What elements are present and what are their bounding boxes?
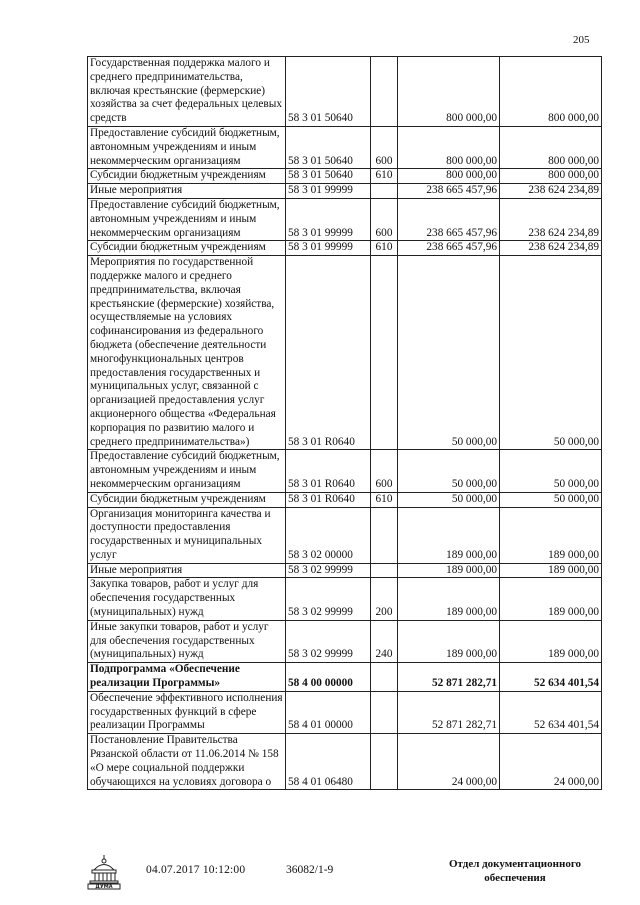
row-sum-year2: 50 000,00 bbox=[500, 492, 602, 507]
row-name: Субсидии бюджетным учреждениям bbox=[88, 492, 286, 507]
row-sum-year1: 189 000,00 bbox=[398, 507, 500, 563]
row-code: 58 3 02 99999 bbox=[286, 578, 371, 620]
table-row bbox=[88, 57, 602, 127]
row-expense-type bbox=[371, 734, 398, 790]
page-number: 205 bbox=[573, 34, 590, 46]
footer-department: Отдел документационного обеспечения bbox=[448, 858, 582, 884]
row-sum-year2: 52 634 401,54 bbox=[500, 691, 602, 733]
row-sum-year1: 800 000,00 bbox=[398, 169, 500, 184]
table-row bbox=[88, 507, 602, 563]
row-sum-year2: 189 000,00 bbox=[500, 563, 602, 578]
row-expense-type: 240 bbox=[371, 620, 398, 662]
row-expense-type: 610 bbox=[371, 169, 398, 184]
row-code: 58 4 01 06480 bbox=[286, 734, 371, 790]
row-code: 58 3 01 50640 bbox=[286, 57, 371, 127]
row-sum-year1: 189 000,00 bbox=[398, 578, 500, 620]
row-expense-type: 600 bbox=[371, 126, 398, 168]
row-name: Субсидии бюджетным учреждениям bbox=[88, 241, 286, 256]
row-expense-type: 200 bbox=[371, 578, 398, 620]
table-row bbox=[88, 492, 602, 507]
row-sum-year2: 800 000,00 bbox=[500, 126, 602, 168]
row-sum-year1: 800 000,00 bbox=[398, 126, 500, 168]
row-code: 58 3 01 50640 bbox=[286, 169, 371, 184]
row-expense-type: 600 bbox=[371, 198, 398, 240]
budget-table bbox=[87, 56, 602, 790]
row-name: Закупка товаров, работ и услуг для обеспечения государственных (муниципальных) нужд bbox=[88, 578, 286, 620]
row-code: 58 4 01 00000 bbox=[286, 691, 371, 733]
row-expense-type: 610 bbox=[371, 241, 398, 256]
row-expense-type bbox=[371, 256, 398, 450]
row-code: 58 3 01 99999 bbox=[286, 198, 371, 240]
row-name: Иные мероприятия bbox=[88, 184, 286, 199]
row-code: 58 3 02 99999 bbox=[286, 563, 371, 578]
row-code: 58 3 01 99999 bbox=[286, 184, 371, 199]
row-name: Предоставление субсидий бюджетным, автономным учреждениям и иным некоммерческим организациям bbox=[88, 450, 286, 492]
row-code: 58 4 00 00000 bbox=[286, 663, 371, 692]
row-sum-year1: 52 871 282,71 bbox=[398, 663, 500, 692]
row-name: Иные закупки товаров, работ и услуг для обеспечения государственных (муниципальных) нужд bbox=[88, 620, 286, 662]
row-code: 58 3 01 R0640 bbox=[286, 450, 371, 492]
row-name: Организация мониторинга качества и доступности предоставления государственных и муниципальных услуг bbox=[88, 507, 286, 563]
table-row bbox=[88, 184, 602, 199]
row-sum-year2: 800 000,00 bbox=[500, 57, 602, 127]
table-row bbox=[88, 734, 602, 790]
table-row bbox=[88, 256, 602, 450]
row-code: 58 3 01 R0640 bbox=[286, 492, 371, 507]
row-sum-year2: 50 000,00 bbox=[500, 256, 602, 450]
row-sum-year2: 189 000,00 bbox=[500, 620, 602, 662]
row-sum-year1: 238 665 457,96 bbox=[398, 198, 500, 240]
row-name: Предоставление субсидий бюджетным, автономным учреждениям и иным некоммерческим организациям bbox=[88, 126, 286, 168]
row-expense-type bbox=[371, 663, 398, 692]
table-row bbox=[88, 663, 602, 692]
table-row bbox=[88, 198, 602, 240]
row-sum-year1: 50 000,00 bbox=[398, 256, 500, 450]
footer-doc-number: 36082/1-9 bbox=[286, 864, 334, 876]
row-expense-type bbox=[371, 57, 398, 127]
row-sum-year2: 238 624 234,89 bbox=[500, 241, 602, 256]
row-sum-year1: 50 000,00 bbox=[398, 450, 500, 492]
row-sum-year2: 24 000,00 bbox=[500, 734, 602, 790]
row-sum-year2: 50 000,00 bbox=[500, 450, 602, 492]
row-expense-type: 600 bbox=[371, 450, 398, 492]
row-name: Предоставление субсидий бюджетным, автономным учреждениям и иным некоммерческим организациям bbox=[88, 198, 286, 240]
duma-logo-icon bbox=[86, 853, 122, 891]
row-code: 58 3 02 00000 bbox=[286, 507, 371, 563]
row-sum-year2: 189 000,00 bbox=[500, 578, 602, 620]
row-name: Постановление Правительства Рязанской области от 11.06.2014 № 158 «О мере социальной поддержки обучающихся на условиях договора о bbox=[88, 734, 286, 790]
row-expense-type bbox=[371, 184, 398, 199]
row-expense-type: 610 bbox=[371, 492, 398, 507]
table-row bbox=[88, 563, 602, 578]
row-name: Подпрограмма «Обеспечение реализации Программы» bbox=[88, 663, 286, 692]
table-row bbox=[88, 450, 602, 492]
row-sum-year1: 238 665 457,96 bbox=[398, 241, 500, 256]
row-sum-year1: 189 000,00 bbox=[398, 563, 500, 578]
row-code: 58 3 02 99999 bbox=[286, 620, 371, 662]
table-row bbox=[88, 241, 602, 256]
row-code: 58 3 01 R0640 bbox=[286, 256, 371, 450]
row-name: Обеспечение эффективного исполнения государственных функций в сфере реализации Программы bbox=[88, 691, 286, 733]
row-expense-type bbox=[371, 691, 398, 733]
row-expense-type bbox=[371, 563, 398, 578]
row-expense-type bbox=[371, 507, 398, 563]
row-code: 58 3 01 50640 bbox=[286, 126, 371, 168]
footer-date: 04.07.2017 10:12:00 bbox=[146, 864, 246, 876]
row-sum-year1: 52 871 282,71 bbox=[398, 691, 500, 733]
row-name: Иные мероприятия bbox=[88, 563, 286, 578]
table-row bbox=[88, 691, 602, 733]
table-row bbox=[88, 620, 602, 662]
row-name: Мероприятия по государственной поддержке малого и среднего предпринимательства, включая крестьянские (фермерские) хозяйства, осуществляемые на условиях софинансирования из федерального бюджета (обеспечение деятельности многофункциональных центров предоставления государственных и муниципальных услуг, связанной с организацией предоставления услуг акционерного общества «Федеральная корпорация по развитию малого и среднего предпринимательства») bbox=[88, 256, 286, 450]
svg-text:ДУМА: ДУМА bbox=[95, 884, 113, 890]
table-row bbox=[88, 169, 602, 184]
row-sum-year2: 238 624 234,89 bbox=[500, 198, 602, 240]
table-row bbox=[88, 578, 602, 620]
row-sum-year1: 800 000,00 bbox=[398, 57, 500, 127]
row-name: Субсидии бюджетным учреждениям bbox=[88, 169, 286, 184]
row-sum-year1: 24 000,00 bbox=[398, 734, 500, 790]
row-sum-year1: 238 665 457,96 bbox=[398, 184, 500, 199]
row-sum-year2: 238 624 234,89 bbox=[500, 184, 602, 199]
table-row bbox=[88, 126, 602, 168]
row-sum-year1: 189 000,00 bbox=[398, 620, 500, 662]
row-name: Государственная поддержка малого и среднего предпринимательства, включая крестьянские (фермерские) хозяйства за счет федеральных целевых средств bbox=[88, 57, 286, 127]
row-sum-year1: 50 000,00 bbox=[398, 492, 500, 507]
row-code: 58 3 01 99999 bbox=[286, 241, 371, 256]
row-sum-year2: 800 000,00 bbox=[500, 169, 602, 184]
row-sum-year2: 189 000,00 bbox=[500, 507, 602, 563]
row-sum-year2: 52 634 401,54 bbox=[500, 663, 602, 692]
